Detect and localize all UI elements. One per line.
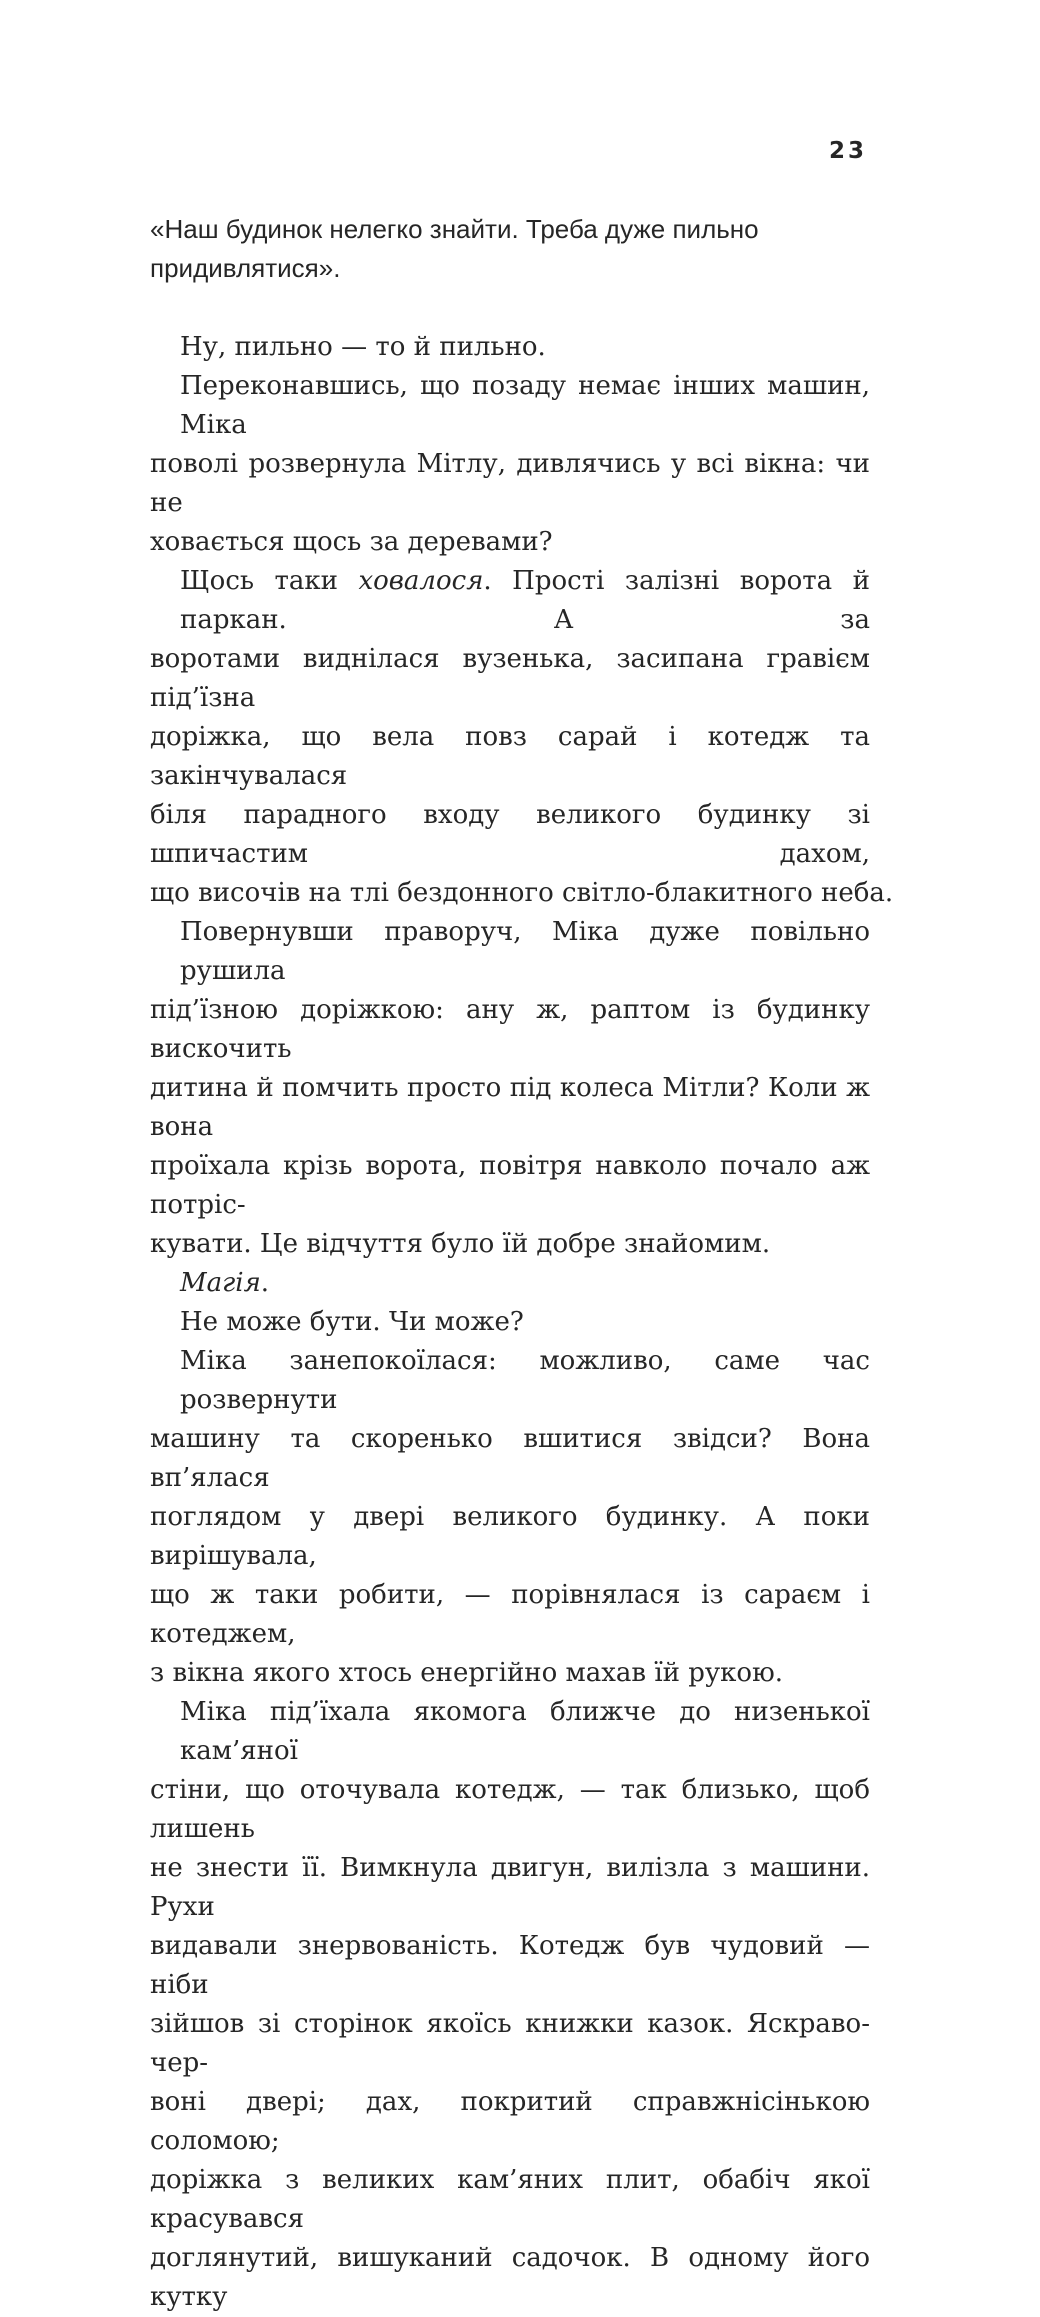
text-line: доріжка, що вела повз сарай і котедж та закінчувалася [150, 722, 870, 791]
text-line: що височів на тлі бездонного світло-блакитного неба. [150, 878, 894, 908]
text-line: воні двері; дах, покритий справжнісінькою соломою; [150, 2087, 870, 2156]
text-line: Не може бути. Чи може? [180, 1307, 524, 1337]
text-line: дитина й помчить просто під колеса Мітли? Коли ж вона [150, 1073, 870, 1142]
text-segment: . Прості залізні ворота й паркан. А за [180, 566, 870, 635]
text-line: машину та скоренько вшитися звідси? Вона вп’ялася [150, 1424, 870, 1493]
text-line [150, 1264, 870, 1303]
text-line: Міка занепокоїлася: можливо, саме час розвернути [180, 1346, 870, 1415]
text-line: з вікна якого хтось енергійно махав їй рукою. [150, 1658, 783, 1688]
note-text [150, 210, 870, 288]
text-segment: Щось таки [180, 566, 359, 596]
text-line: поглядом у двері великого будинку. А поки вирішувала, [150, 1502, 870, 1571]
text-line: Переконавшись, що позаду немає інших машин, Міка [180, 371, 870, 440]
text-line: доглянутий, вишуканий садочок. В одному його кутку [150, 2243, 870, 2312]
text-line: під’їзною доріжкою: ану ж, раптом із будинку вискочить [150, 995, 870, 1064]
body-text [150, 328, 894, 2317]
note-line: «Наш будинок нелегко знайти. Треба дуже пильно [150, 214, 759, 244]
text-line: Міка під’їхала якомога ближче до низенької кам’яної [180, 1697, 870, 1766]
text-segment: . [260, 1268, 270, 1298]
text-line: ховається щось за деревами? [150, 527, 553, 557]
text-line: біля парадного входу великого будинку зі шпичастим дахом, [150, 800, 870, 869]
text-line: Ну, пильно — то й пильно. [180, 332, 546, 362]
text-line: доріжка з великих кам’яних плит, обабіч якої красувався [150, 2165, 870, 2234]
text-line: поволі розвернула Мітлу, дивлячись у всі вікна: чи не [150, 449, 870, 518]
text-line: кувати. Це відчуття було їй добре знайомим. [150, 1229, 771, 1259]
note-line: придивлятися». [150, 253, 341, 283]
text-line: воротами виднілася вузенька, засипана гравієм під’їзна [150, 644, 870, 713]
italic-text: Магія [180, 1268, 261, 1298]
text-line: видавали знервованість. Котедж був чудовий — ніби [150, 1931, 870, 2000]
text-line: проїхала крізь ворота, повітря навколо почало аж потріс- [150, 1151, 870, 1220]
text-line: що ж таки робити, — порівнялася із сараєм і котеджем, [150, 1580, 870, 1649]
italic-text: ховалося [358, 566, 484, 596]
page-number: 23 [828, 138, 867, 164]
text-line: стіни, що оточувала котедж, — так близько, щоб лишень [150, 1775, 870, 1844]
text-line [150, 562, 870, 640]
text-line: зійшов зі сторінок якоїсь книжки казок. Яскраво-чер- [150, 2009, 870, 2078]
text-line: Повернувши праворуч, Міка дуже повільно рушила [180, 917, 870, 986]
text-line: не знести її. Вимкнула двигун, вилізла з машини. Рухи [150, 1853, 870, 1922]
